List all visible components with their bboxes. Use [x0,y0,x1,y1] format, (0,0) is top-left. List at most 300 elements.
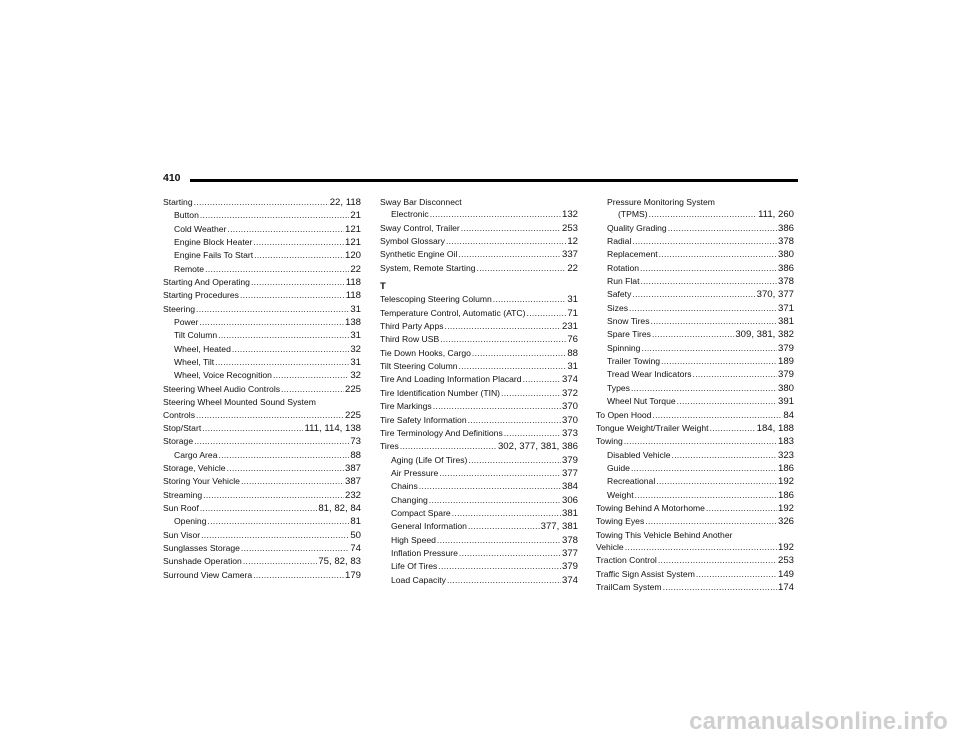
index-entry [380,467,578,480]
index-entry [596,196,794,208]
index-entry-text: Towing [596,436,623,447]
index-entry-text: Towing Eyes [596,516,645,527]
index-entry-text: Sizes [607,302,629,313]
index-entry [596,368,794,381]
index-entry [380,222,578,235]
index-entry [596,462,794,475]
index-entry [380,248,578,261]
dot-leader [493,293,567,305]
index-entry-pages: 22, 118 [329,197,361,208]
index-entry-text: TrailCam System [596,581,662,592]
index-entry [163,489,361,502]
dot-leader [438,560,561,572]
dot-leader [629,302,777,314]
index-entry [380,235,578,248]
index-entry-text: Trailer Towing [607,356,661,367]
dot-leader [241,542,349,554]
index-entry [163,435,361,448]
index-entry-pages: 378 [777,276,794,288]
index-entry-text: Storage [163,436,194,447]
index-entry-text: Life Of Tires [391,561,438,572]
index-entry-text: Engine Fails To Start [174,250,254,261]
dot-leader [472,347,566,359]
header-rule [190,179,798,182]
index-entry-text: Tire Terminology And Definitions [380,427,503,438]
index-entry-text: Opening [174,516,207,527]
index-entry-pages: 111, 114, 138 [304,422,361,434]
index-entry-pages: 118 [345,277,361,289]
index-entry [380,400,578,413]
index-entry-pages: 31 [567,294,578,306]
dot-leader [215,356,349,368]
index-entry-text: Controls [163,409,195,420]
dot-leader [710,422,756,434]
index-entry-pages: 84 [783,409,794,421]
index-entry [380,480,578,493]
index-entry-pages: 253 [561,222,578,234]
index-entry-text: Power [174,317,199,328]
index-entry [380,373,578,386]
index-entry-text: Temperature Control, Automatic (ATC) [380,307,526,318]
index-entry [163,569,361,582]
index-entry-pages: 386 [777,222,794,234]
index-entry-text: Load Capacity [391,574,446,585]
dot-leader [631,382,777,394]
index-entry [596,315,794,328]
index-entry-text: Third Party Apps [380,321,444,332]
dot-leader [527,307,567,319]
index-entry-text: Aging (Life Of Tires) [391,454,468,465]
index-entry-text: Snow Tires [607,316,650,327]
index-entry [163,383,361,396]
index-entry [596,395,794,408]
index-entry [380,333,578,346]
dot-leader [243,555,317,567]
dot-leader [652,328,734,340]
dot-leader [199,316,344,328]
index-entry-pages: 111, 260 [758,209,794,221]
index-entry-pages: 88 [567,347,578,359]
index-entry-text: Compact Spare [391,507,451,518]
index-entry-pages: 132 [561,209,578,221]
section-letter: T [380,281,386,293]
index-entry-text: Guide [607,462,630,473]
index-entry-pages: 231 [561,321,578,333]
dot-leader [203,489,344,501]
index-entry-text: Towing Behind A Motorhome [596,502,705,513]
page-number: 410 [163,172,181,184]
dot-leader [452,507,561,519]
dot-leader [668,222,777,234]
dot-leader [651,315,777,327]
index-entry [596,302,794,315]
index-entry-pages: 387 [344,462,361,474]
watermark: carmanualsonline.info [689,708,948,735]
dot-leader [458,248,561,260]
index-entry-text: Tires [380,441,399,452]
index-entry-text: Tire Markings [380,401,432,412]
index-entry-pages: 372 [561,387,578,399]
index-entry [596,502,794,515]
index-entry-pages: 118 [345,290,361,302]
index-entry-pages: 31 [567,361,578,373]
index-entry [380,574,578,587]
dot-leader [661,355,777,367]
dot-leader [419,480,561,492]
index-entry-pages: 387 [344,476,361,488]
index-entry-text: Tire Safety Information [380,414,467,425]
index-entry [163,422,361,435]
dot-leader [631,462,777,474]
dot-leader [241,475,344,487]
index-entry-pages: 192 [777,502,794,514]
index-entry-text: Radial [607,236,632,247]
index-entry-pages: 374 [561,374,578,386]
index-entry-pages: 370, 377 [756,289,794,301]
index-entry-pages: 121 [344,223,361,235]
dot-leader [437,534,561,546]
index-entry-text: Safety [607,289,632,300]
index-entry [380,494,578,507]
index-entry-text: Wheel, Voice Recognition [174,370,272,381]
dot-leader [459,360,567,372]
dot-leader [641,342,777,354]
dot-leader [672,449,777,461]
index-entry-pages: 379 [561,561,578,573]
index-entry-pages: 232 [344,489,361,501]
dot-leader [477,262,567,274]
index-entry-text: Steering Wheel Audio Controls [163,383,281,394]
index-entry-text: Synthetic Engine Oil [380,249,458,260]
index-entry-text: Remote [174,263,205,274]
index-entry [596,342,794,355]
index-entry-text: General Information [391,521,467,532]
index-entry-text: Traction Control [596,555,657,566]
index-entry [163,529,361,542]
dot-leader [504,427,561,439]
index-entry-pages: 391 [777,396,794,408]
index-entry [163,316,361,329]
dot-leader [273,369,349,381]
index-entry-text: Surround View Camera [163,569,253,580]
index-entry-pages: 302, 377, 381, 386 [497,441,578,453]
index-entry-pages: 81, 82, 84 [318,502,361,514]
index-entry-text: To Open Hood [596,409,652,420]
dot-leader [200,209,349,221]
dot-leader [468,414,561,426]
dot-leader [232,343,349,355]
index-entry [380,387,578,400]
index-entry [163,209,361,222]
index-entry [163,236,361,249]
index-entry-text: Tie Down Hooks, Cargo [380,347,471,358]
index-entry-pages: 138 [344,317,361,329]
index-entry-pages: 121 [344,237,361,249]
dot-leader [632,288,755,300]
dot-leader [645,515,777,527]
index-entry-pages: 377 [561,547,578,559]
index-entry-text: Stop/Start [163,422,202,433]
index-entry [163,542,361,555]
index-entry [163,449,361,462]
index-column-2 [380,196,578,587]
index-entry [380,454,578,467]
index-entry-text: Starting [163,197,193,207]
index-entry-text: Sway Control, Trailer [380,222,460,233]
dot-leader [468,454,561,466]
dot-leader [218,329,349,341]
dot-leader [253,569,344,581]
index-entry [596,435,794,448]
index-entry-pages: 186 [777,489,794,501]
dot-leader [663,581,777,593]
index-entry-text: Towing This Vehicle Behind Another [596,529,733,540]
index-entry-text: Wheel, Tilt [174,357,215,368]
index-entry-pages: 120 [344,250,361,262]
index-entry-pages: 377 [561,467,578,479]
index-entry-pages: 225 [344,383,361,395]
dot-leader [635,489,777,501]
index-entry-pages: 384 [561,481,578,493]
index-entry-text: Wheel, Heated [174,343,231,354]
index-entry-pages: 386 [777,262,794,274]
index-entry-pages: 186 [777,462,794,474]
index-entry [163,515,361,528]
index-entry-text: Types [607,382,630,393]
dot-leader [447,574,561,586]
dot-leader [254,249,344,261]
index-entry [596,382,794,395]
index-entry-pages: 379 [561,454,578,466]
dot-leader [468,520,540,532]
index-entry-pages: 73 [350,436,361,448]
dot-leader [208,515,350,527]
index-entry-text: Tread Wear Indicators [607,369,692,380]
index-entry-text: Tilt Steering Column [380,361,458,372]
dot-leader [658,554,777,566]
index-entry [380,440,578,453]
index-entry-pages: 192 [777,541,794,553]
index-entry [380,414,578,427]
index-entry-pages: 378 [561,534,578,546]
index-entry-text: Pressure Monitoring System [607,197,715,207]
index-entry-text: Streaming [163,489,203,500]
index-entry-pages: 31 [350,330,361,342]
index-entry-text: Run Flat [607,276,640,287]
index-entry-pages: 306 [561,494,578,506]
dot-leader [640,275,777,287]
index-entry-pages: 381 [561,507,578,519]
index-entry [163,396,361,408]
index-entry [596,515,794,528]
dot-leader [194,435,349,447]
index-entry-text: Spare Tires [607,329,651,340]
index-entry-text: Third Row USB [380,334,440,345]
index-entry [596,489,794,502]
index-entry-pages: 31 [350,303,361,315]
index-entry-pages: 22 [567,262,578,274]
index-entry-pages: 370 [561,401,578,413]
dot-leader [196,409,344,421]
index-entry-text: Rotation [607,262,640,273]
index-entry-pages: 22 [350,263,361,275]
index-entry-text: Replacement [607,249,658,260]
index-entry-text: Weight [607,489,634,500]
index-entry [596,449,794,462]
index-entry [380,427,578,440]
index-entry [163,356,361,369]
index-entry [596,541,794,554]
index-entry-text: Storing Your Vehicle [163,476,240,487]
index-entry-text: Quality Grading [607,222,667,233]
index-entry [163,289,361,302]
index-entry-pages: 379 [777,342,794,354]
index-entry-text: Traffic Sign Assist System [596,568,695,579]
index-entry-text: Disabled Vehicle [607,449,671,460]
index-entry [163,555,361,568]
dot-leader [652,409,782,421]
index-entry-pages: 174 [777,581,794,593]
index-entry-pages: 323 [777,449,794,461]
index-entry-pages: 337 [561,249,578,261]
index-entry [163,263,361,276]
dot-leader [194,196,329,208]
index-entry-text: Starting And Operating [163,277,250,288]
dot-leader [227,462,344,474]
dot-leader [461,222,561,234]
dot-leader [439,467,561,479]
index-entry [163,475,361,488]
index-entry-text: Changing [391,494,428,505]
dot-leader [205,263,349,275]
index-entry [596,554,794,567]
index-entry-text: (TPMS) [618,209,648,220]
dot-leader [693,368,777,380]
index-entry-pages: 379 [777,369,794,381]
dot-leader [253,236,344,248]
index-entry [596,275,794,288]
index-entry-pages: 88 [350,449,361,461]
dot-leader [523,373,561,385]
index-entry-text: System, Remote Starting [380,262,476,273]
dot-leader [200,502,317,514]
index-entry-text: Tire Identification Number (TIN) [380,387,501,398]
index-entry [163,409,361,422]
index-entry-pages: 183 [777,436,794,448]
index-entry-pages: 31 [350,357,361,369]
index-entry [596,581,794,594]
dot-leader [227,223,344,235]
index-entry [380,208,578,221]
index-entry-text: Electronic [391,209,429,220]
index-entry [380,262,578,275]
index-entry [596,422,794,435]
index-entry-pages: 326 [777,516,794,528]
dot-leader [501,387,561,399]
dot-leader [240,289,345,301]
index-entry-text: Inflation Pressure [391,547,458,558]
dot-leader [433,400,561,412]
dot-leader [196,303,349,315]
index-entry-pages: 81 [350,516,361,528]
dot-leader [459,547,561,559]
index-entry-pages: 378 [777,236,794,248]
index-entry-text: Sway Bar Disconnect [380,197,462,207]
index-entry [163,462,361,475]
index-entry [163,196,361,209]
index-entry-pages: 179 [344,569,361,581]
index-entry-pages: 12 [567,236,578,248]
dot-leader [251,276,345,288]
index-entry-pages: 32 [350,343,361,355]
dot-leader [445,320,561,332]
index-entry [380,520,578,533]
index-entry [380,534,578,547]
index-entry [163,369,361,382]
index-entry-text: Chains [391,481,418,492]
index-entry-text: Starting Procedures [163,290,239,301]
index-entry-pages: 189 [777,356,794,368]
index-entry-pages: 149 [777,568,794,580]
index-entry-pages: 253 [777,555,794,567]
index-entry-text: Storage, Vehicle [163,462,226,473]
index-entry-text: Wheel Nut Torque [607,396,676,407]
index-entry-pages: 380 [777,382,794,394]
dot-leader [640,262,777,274]
index-entry [596,248,794,261]
index-entry [596,208,794,221]
index-entry-pages: 32 [350,370,361,382]
index-entry-pages: 377, 381 [540,521,578,533]
index-entry [596,235,794,248]
index-entry [596,409,794,422]
index-entry-pages: 381 [777,316,794,328]
dot-leader [706,502,777,514]
dot-leader [218,449,349,461]
dot-leader [400,440,497,452]
index-entry-text: Telescoping Steering Column [380,294,492,305]
index-entry [380,547,578,560]
index-entry-pages: 192 [777,476,794,488]
index-entry [380,347,578,360]
index-entry-pages: 225 [344,409,361,421]
index-entry [596,568,794,581]
index-entry-pages: 71 [567,307,578,319]
dot-leader [430,208,561,220]
index-entry [596,355,794,368]
index-entry [163,276,361,289]
index-entry-text: Vehicle [596,541,624,552]
index-entry-text: Engine Block Heater [174,237,253,248]
index-entry [163,502,361,515]
index-entry-text: Cold Weather [174,223,227,234]
index-entry [163,329,361,342]
dot-leader [625,541,777,553]
dot-leader [201,529,349,541]
dot-leader [696,568,777,580]
dot-leader [202,422,303,434]
index-entry-text: Sunglasses Storage [163,542,240,553]
index-entry-text: Sun Roof [163,502,199,513]
index-entry-text: Sun Visor [163,529,201,540]
index-entry [380,307,578,320]
index-entry-pages: 76 [567,334,578,346]
dot-leader [429,494,561,506]
index-entry-text: Symbol Glossary [380,236,445,247]
index-entry-pages: 74 [350,542,361,554]
index-entry-pages: 184, 188 [756,422,794,434]
index-entry [596,222,794,235]
